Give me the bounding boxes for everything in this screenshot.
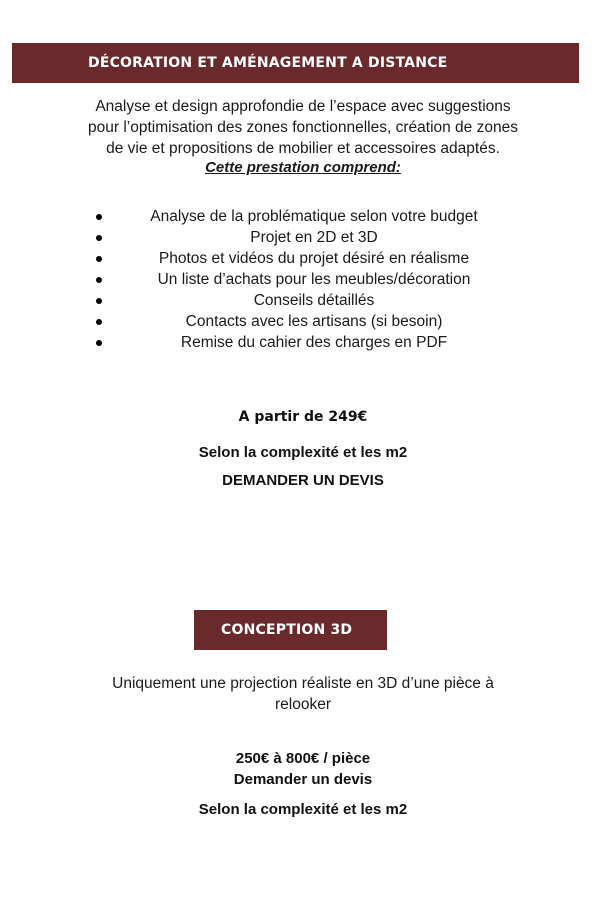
feature-item <box>0 311 606 332</box>
bullet-icon <box>96 298 102 304</box>
feature-item <box>0 332 606 353</box>
feature-label: Analyse de la problématique selon votre budget <box>150 208 478 225</box>
feature-list <box>0 206 606 353</box>
complexity-note: Selon la complexité et les m2 <box>198 444 408 461</box>
bullet-icon <box>96 256 102 262</box>
section-banner-conception-3d <box>194 610 387 650</box>
request-quote-link[interactable]: DEMANDER UN DEVIS <box>222 472 384 489</box>
complexity-note: Selon la complexité et les m2 <box>198 801 408 818</box>
description-line: relooker <box>275 696 331 713</box>
bullet-icon <box>96 277 102 283</box>
feature-item <box>0 269 606 290</box>
price-label: 250€ à 800€ / pièce <box>235 750 371 767</box>
description-line: de vie et propositions de mobilier et accessoires adaptés. <box>106 140 500 157</box>
feature-label: Projet en 2D et 3D <box>250 229 378 246</box>
feature-item <box>0 206 606 227</box>
bullet-icon <box>96 319 102 325</box>
feature-item <box>0 248 606 269</box>
bullet-icon <box>96 340 102 346</box>
feature-label: Remise du cahier des charges en PDF <box>180 334 448 351</box>
feature-item <box>0 227 606 248</box>
feature-label: Un liste d’achats pour les meubles/décoration <box>157 271 471 288</box>
feature-label: Photos et vidéos du projet désiré en réalisme <box>158 250 470 267</box>
description-line: Uniquement une projection réaliste en 3D d’une pièce à <box>112 675 494 692</box>
bullet-icon <box>96 214 102 220</box>
request-quote-link[interactable]: Demander un devis <box>233 771 373 788</box>
feature-item <box>0 290 606 311</box>
section-banner-decoration <box>12 43 579 83</box>
section-title: CONCEPTION 3D <box>221 622 353 638</box>
includes-heading: Cette prestation comprend: <box>205 159 401 176</box>
price-label: A partir de 249€ <box>238 409 368 425</box>
section-description <box>0 96 606 159</box>
feature-label: Conseils détaillés <box>253 292 375 309</box>
bullet-icon <box>96 235 102 241</box>
description-line: Analyse et design approfondie de l’espace avec suggestions <box>95 98 511 115</box>
feature-label: Contacts avec les artisans (si besoin) <box>185 313 443 330</box>
section-title: DÉCORATION ET AMÉNAGEMENT A DISTANCE <box>88 55 448 71</box>
description-line: pour l’optimisation des zones fonctionnelles, création de zones <box>88 119 518 136</box>
section-description <box>0 673 606 715</box>
